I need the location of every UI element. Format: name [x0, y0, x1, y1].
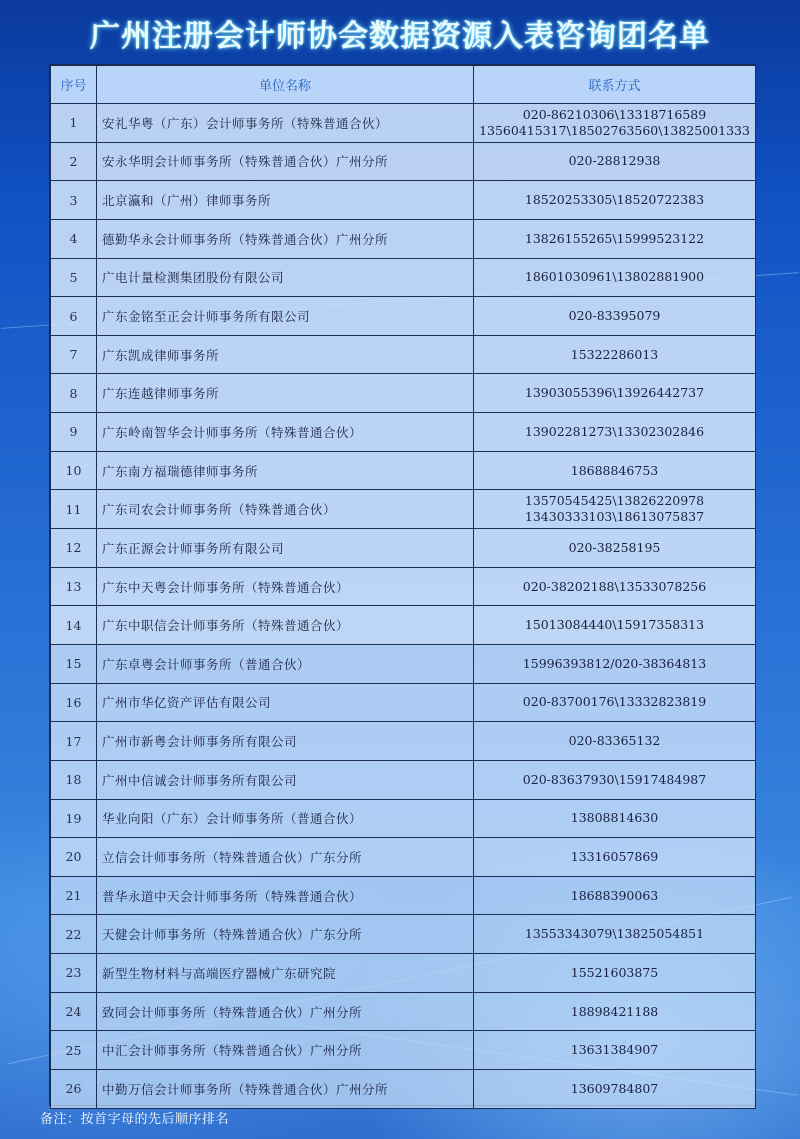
contact-cell: [474, 490, 756, 529]
contact-info: 15013084440\15917358313: [524, 617, 705, 633]
contact-cell: [474, 644, 756, 683]
contact-cell: [474, 722, 756, 761]
contact-cell: [474, 992, 756, 1031]
contact-info: 13553343079\13825054851: [524, 926, 705, 942]
row-number: 2: [51, 142, 97, 181]
unit-name: 广州市华亿资产评估有限公司: [97, 683, 474, 722]
contact-cell: [474, 606, 756, 645]
unit-name: 广东正源会计师事务所有限公司: [97, 529, 474, 568]
table-body: [51, 104, 756, 1109]
row-number: 25: [51, 1031, 97, 1070]
row-number: 5: [51, 258, 97, 297]
contact-info: 020-83365132: [568, 733, 661, 749]
unit-name: 广东凯成律师事务所: [97, 335, 474, 374]
header-number: 序号: [51, 66, 97, 104]
contact-cell: [474, 181, 756, 220]
contact-info: 18688846753: [570, 462, 659, 478]
table-row: [51, 258, 756, 297]
row-number: 12: [51, 529, 97, 568]
row-number: 19: [51, 799, 97, 838]
unit-name: 广东司农会计师事务所（特殊普通合伙）: [97, 490, 474, 529]
row-number: 7: [51, 335, 97, 374]
contact-info: 13826155265\15999523122: [524, 230, 705, 246]
contact-cell: [474, 529, 756, 568]
contact-info: 15521603875: [570, 964, 659, 980]
member-table: [49, 64, 756, 1106]
unit-name: 广电计量检测集团股份有限公司: [97, 258, 474, 297]
contact-info: 020-86210306\13318716589: [522, 106, 707, 122]
row-number: 14: [51, 606, 97, 645]
contact-info: 13570545425\13826220978: [524, 493, 705, 509]
contact-cell: [474, 1070, 756, 1109]
contact-cell: [474, 374, 756, 413]
row-number: 26: [51, 1070, 97, 1109]
contact-info: 020-83395079: [568, 308, 661, 324]
contact-info: 13902281273\13302302846: [524, 423, 705, 439]
table-row: [51, 335, 756, 374]
row-number: 9: [51, 413, 97, 452]
contact-cell: [474, 335, 756, 374]
unit-name: 广东连越律师事务所: [97, 374, 474, 413]
contact-cell: [474, 258, 756, 297]
contact-cell: [474, 799, 756, 838]
unit-name: 广东中职信会计师事务所（特殊普通合伙）: [97, 606, 474, 645]
table-row: [51, 683, 756, 722]
contact-cell: [474, 413, 756, 452]
contact-info: 13430333103\18613075837: [524, 509, 705, 525]
table-row: [51, 181, 756, 220]
unit-name: 安永华明会计师事务所（特殊普通合伙）广州分所: [97, 142, 474, 181]
table-row: [51, 760, 756, 799]
row-number: 10: [51, 451, 97, 490]
table: [50, 65, 756, 1109]
unit-name: 致同会计师事务所（特殊普通合伙）广州分所: [97, 992, 474, 1031]
row-number: 18: [51, 760, 97, 799]
row-number: 6: [51, 297, 97, 336]
row-number: 21: [51, 876, 97, 915]
contact-cell: [474, 760, 756, 799]
contact-cell: [474, 142, 756, 181]
unit-name: 中勤万信会计师事务所（特殊普通合伙）广州分所: [97, 1070, 474, 1109]
contact-info: 15996393812/020-38364813: [522, 655, 707, 671]
contact-cell: [474, 915, 756, 954]
unit-name: 广东金铭至正会计师事务所有限公司: [97, 297, 474, 336]
header-contact: 联系方式: [474, 66, 756, 104]
contact-info: 020-38202188\13533078256: [522, 578, 707, 594]
contact-info: 18688390063: [570, 887, 659, 903]
table-row: [51, 606, 756, 645]
row-number: 24: [51, 992, 97, 1031]
contact-info: 020-83700176\13332823819: [522, 694, 707, 710]
unit-name: 华业向阳（广东）会计师事务所（普通合伙）: [97, 799, 474, 838]
contact-cell: [474, 838, 756, 877]
row-number: 23: [51, 954, 97, 993]
row-number: 3: [51, 181, 97, 220]
row-number: 17: [51, 722, 97, 761]
table-row: [51, 1031, 756, 1070]
contact-cell: [474, 683, 756, 722]
table-row: [51, 954, 756, 993]
table-header-row: [51, 66, 756, 104]
contact-cell: [474, 297, 756, 336]
table-row: [51, 490, 756, 529]
contact-info: 18520253305\18520722383: [524, 192, 705, 208]
table-row: [51, 374, 756, 413]
contact-info: 020-83637930\15917484987: [522, 771, 707, 787]
row-number: 8: [51, 374, 97, 413]
row-number: 1: [51, 104, 97, 143]
unit-name: 立信会计师事务所（特殊普通合伙）广东分所: [97, 838, 474, 877]
contact-info: 13560415317\18502763560\13825001333: [479, 122, 750, 138]
unit-name: 广东中天粤会计师事务所（特殊普通合伙）: [97, 567, 474, 606]
unit-name: 广东南方福瑞德律师事务所: [97, 451, 474, 490]
unit-name: 中汇会计师事务所（特殊普通合伙）广州分所: [97, 1031, 474, 1070]
table-row: [51, 413, 756, 452]
table-row: [51, 297, 756, 336]
table-row: [51, 104, 756, 143]
table-row: [51, 799, 756, 838]
contact-cell: [474, 567, 756, 606]
table-row: [51, 567, 756, 606]
contact-cell: [474, 876, 756, 915]
contact-cell: [474, 451, 756, 490]
table-row: [51, 1070, 756, 1109]
table-row: [51, 915, 756, 954]
unit-name: 广东卓粤会计师事务所（普通合伙）: [97, 644, 474, 683]
contact-info: 13808814630: [570, 810, 659, 826]
table-row: [51, 992, 756, 1031]
unit-name: 安礼华粤（广东）会计师事务所（特殊普通合伙）: [97, 104, 474, 143]
page-title: 广州注册会计师协会数据资源入表咨询团名单: [90, 19, 710, 54]
contact-info: 020-28812938: [568, 153, 661, 169]
contact-cell: [474, 104, 756, 143]
table-row: [51, 219, 756, 258]
unit-name: 北京瀛和（广州）律师事务所: [97, 181, 474, 220]
table-row: [51, 142, 756, 181]
contact-info: 18898421188: [570, 1003, 659, 1019]
table-row: [51, 644, 756, 683]
contact-info: 13609784807: [570, 1080, 659, 1096]
table-row: [51, 876, 756, 915]
row-number: 15: [51, 644, 97, 683]
contact-info: 13316057869: [570, 848, 659, 864]
unit-name: 新型生物材料与高端医疗器械广东研究院: [97, 954, 474, 993]
contact-cell: [474, 954, 756, 993]
footnote: 备注：按首字母的先后顺序排名: [40, 1112, 230, 1127]
row-number: 20: [51, 838, 97, 877]
contact-info: 18601030961\13802881900: [524, 269, 705, 285]
table-row: [51, 838, 756, 877]
row-number: 16: [51, 683, 97, 722]
table-row: [51, 722, 756, 761]
table-row: [51, 529, 756, 568]
contact-info: 15322286013: [570, 346, 659, 362]
contact-cell: [474, 219, 756, 258]
unit-name: 广东岭南智华会计师事务所（特殊普通合伙）: [97, 413, 474, 452]
unit-name: 广州中信诚会计师事务所有限公司: [97, 760, 474, 799]
unit-name: 广州市新粤会计师事务所有限公司: [97, 722, 474, 761]
contact-cell: [474, 1031, 756, 1070]
row-number: 13: [51, 567, 97, 606]
contact-info: 020-38258195: [568, 539, 661, 555]
contact-info: 13631384907: [570, 1042, 659, 1058]
contact-info: 13903055396\13926442737: [524, 385, 705, 401]
row-number: 22: [51, 915, 97, 954]
header-unit-name: 单位名称: [97, 66, 474, 104]
table-row: [51, 451, 756, 490]
row-number: 11: [51, 490, 97, 529]
unit-name: 普华永道中天会计师事务所（特殊普通合伙）: [97, 876, 474, 915]
unit-name: 德勤华永会计师事务所（特殊普通合伙）广州分所: [97, 219, 474, 258]
row-number: 4: [51, 219, 97, 258]
unit-name: 天健会计师事务所（特殊普通合伙）广东分所: [97, 915, 474, 954]
